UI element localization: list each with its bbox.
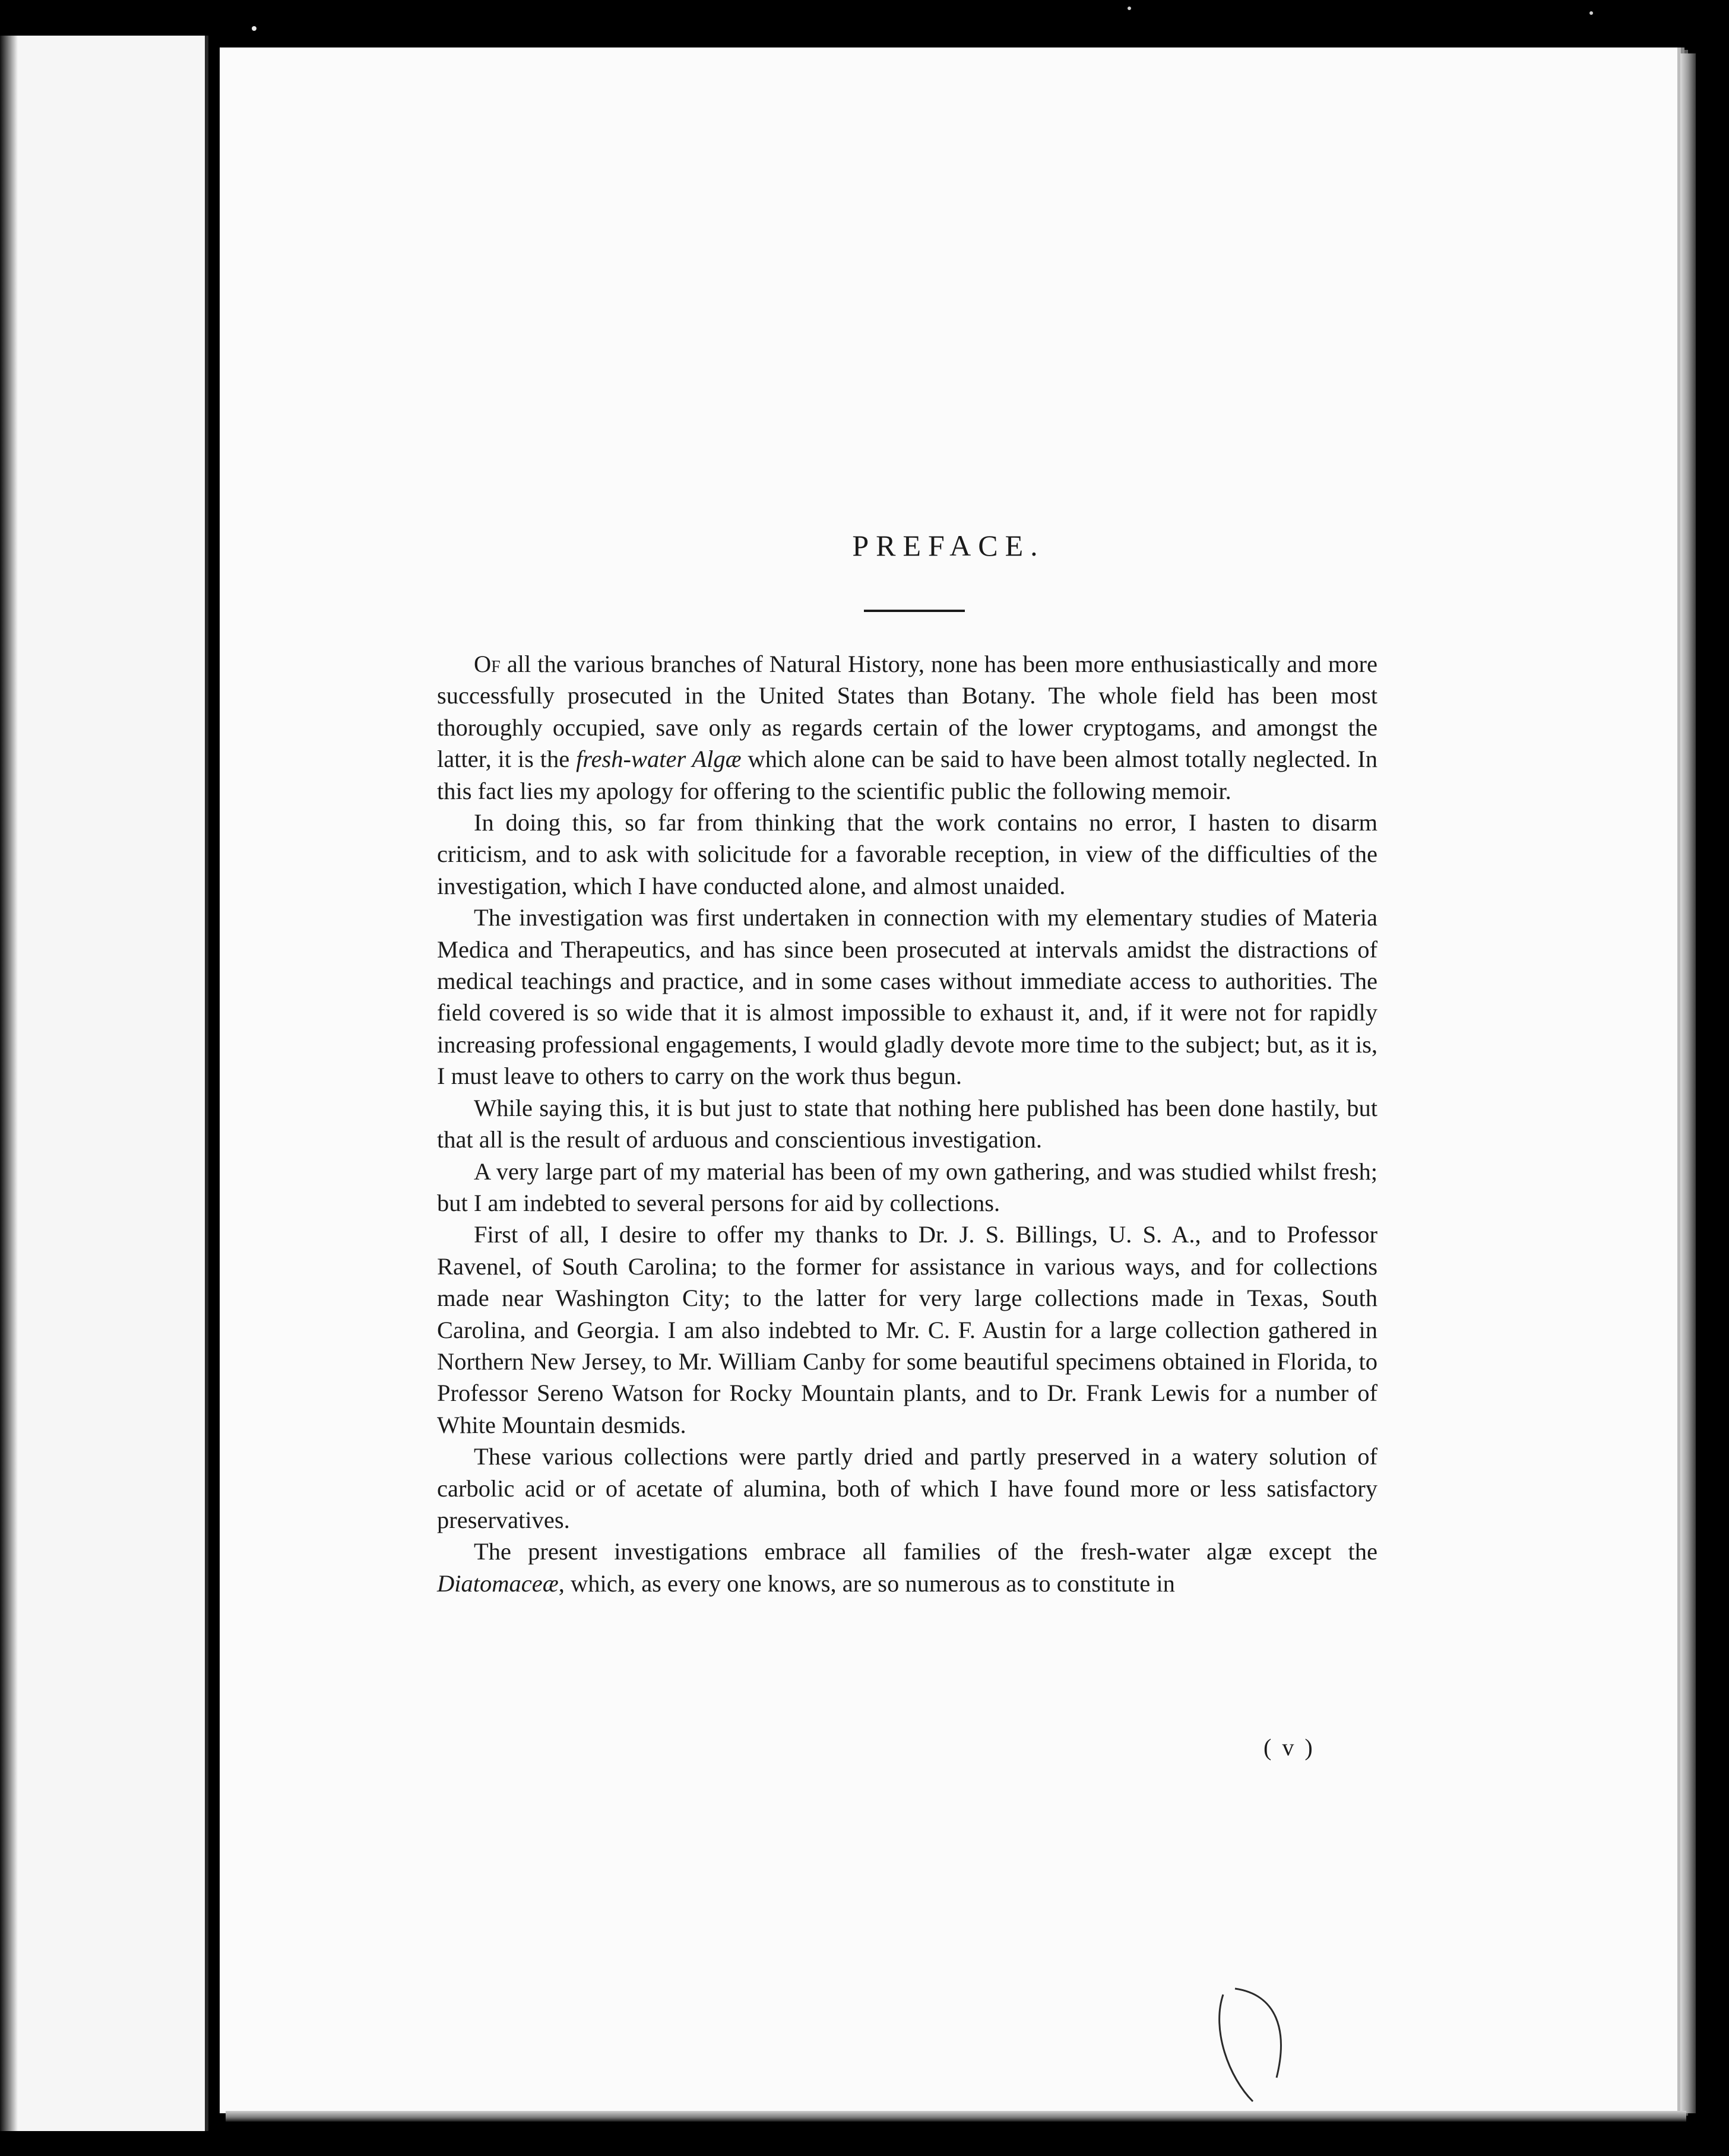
back-page-edge [0, 36, 208, 2131]
paragraph-8 [437, 1536, 1378, 1599]
dust-speck [252, 26, 256, 31]
page-right-edge [1680, 53, 1696, 2113]
paragraph-1 [437, 648, 1378, 807]
paragraph-8-text: The present investigations embrace all families of the fresh-water algæ except the [474, 1538, 1378, 1565]
paragraph-5: A very large part of my material has been of my own gathering, and was studied whilst fresh; but I am indebted to several persons for aid by collections. [437, 1158, 1378, 1216]
paragraph-1-text: all the various branches of Natural History, none has been more enthusiastically and more successfully prosecuted in the United States than Botany. The whole field has been most thoroughly occupied, save only as regards certain of the lower cryptogams, and amongst the latter, it is the [437, 651, 1378, 773]
paragraph-8-text-after: , which, as every one knows, are so numerous as to constitute in [558, 1570, 1175, 1597]
dust-speck [1589, 11, 1593, 15]
paragraph-6: First of all, I desire to offer my thanks to Dr. J. S. Billings, U. S. A., and to Professor Ravenel, of South Carolina; to the former for assistance in various ways, and for collections made near Washington City; to the latter for very large collections made in Texas, South Carolina, and Georgia. I am also indebted to Mr. C. F. Austin for a large collection gathered in Northern New Jersey, to Mr. William Canby for some beautiful specimens obtained in Florida, to Professor Sereno Watson for Rocky Mountain plants, and to Dr. Frank Lewis for a number of White Mountain desmids. [437, 1221, 1378, 1438]
title-rule [864, 610, 965, 612]
paragraph-1-italic: fresh-water Algæ [576, 746, 742, 773]
preface-body [437, 648, 1378, 1599]
page-number: ( v ) [1264, 1734, 1315, 1761]
paragraph-4: While saying this, it is but just to state that nothing here published has been done hastily, but that all is the result of arduous and conscientious investigation. [437, 1094, 1378, 1153]
paragraph-1-text-after: which alone can be said to have been almost totally neglected. In this fact lies my apology for offering to the scientific public the following memoir. [437, 746, 1378, 804]
paragraph-1-lead: Of [474, 651, 501, 677]
page-title: PREFACE. [852, 529, 1045, 562]
paragraph-3: The investigation was first undertaken in connection with my elementary studies of Materia Medica and Therapeutics, and has since been prosecuted at intervals amidst the distractions of medical teachings and practice, and in some cases without immediate access to authorities. The field covered is so wide that it is almost impossible to exhaust it, and, if it were not for rapidly increasing professional engagements, I would gladly devote more time to the subject; but, as it is, I must leave to others to carry on the work thus begun. [437, 904, 1378, 1090]
dust-speck [1128, 7, 1131, 10]
paragraph-2: In doing this, so far from thinking that the work contains no error, I hasten to disarm criticism, and to ask with solicitude for a favorable reception, in view of the difficulties of the investigation, which I have conducted alone, and almost unaided. [437, 809, 1378, 899]
page-bottom-edge [226, 2111, 1686, 2122]
back-page-shadow [0, 36, 18, 2131]
paragraph-7: These various collections were partly dried and partly preserved in a watery solution of carbolic acid or of acetate of alumina, both of which I have found more or less satisfactory preservatives. [437, 1443, 1378, 1533]
paragraph-8-italic: Diatomaceæ [437, 1570, 559, 1597]
